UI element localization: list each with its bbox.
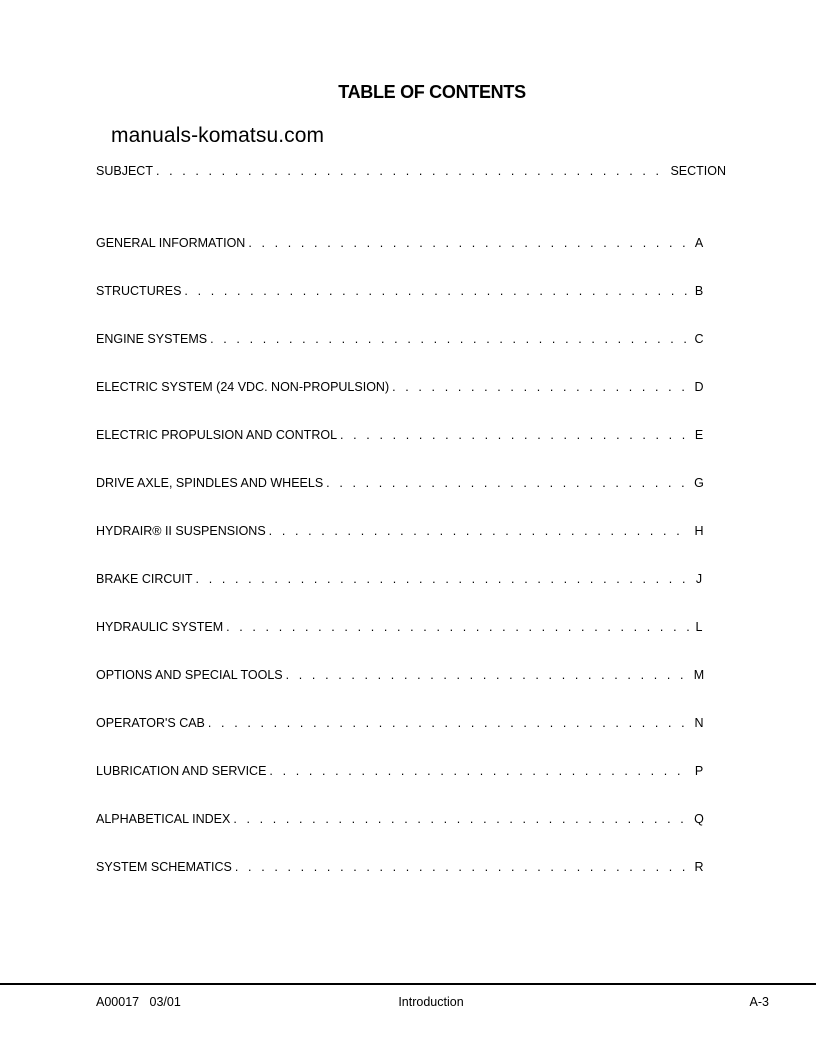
toc-entry[interactable] bbox=[96, 426, 706, 444]
toc-entry-label: HYDRAULIC SYSTEM bbox=[96, 620, 224, 634]
toc-entry-section: G bbox=[694, 476, 704, 490]
footer-page-number: A-3 bbox=[749, 995, 769, 1009]
footer-section-name: Introduction bbox=[398, 995, 464, 1009]
toc-entry-section: Q bbox=[694, 812, 704, 826]
toc-entry-section: D bbox=[694, 380, 704, 394]
toc-entry-section: J bbox=[695, 572, 703, 586]
toc-entry-section: E bbox=[694, 428, 704, 442]
dot-leader bbox=[269, 522, 690, 540]
toc-entry-section: B bbox=[694, 284, 704, 298]
toc-entry-label: ELECTRIC SYSTEM (24 VDC. NON-PROPULSION) bbox=[96, 380, 390, 394]
footer-divider bbox=[0, 983, 816, 985]
toc-entry-label: ELECTRIC PROPULSION AND CONTROL bbox=[96, 428, 338, 442]
toc-entry[interactable] bbox=[96, 858, 706, 876]
toc-entry-section: A bbox=[694, 236, 704, 250]
dot-leader bbox=[326, 474, 690, 492]
section-column-label: SECTION bbox=[670, 164, 726, 178]
toc-entry[interactable] bbox=[96, 474, 706, 492]
dot-leader bbox=[156, 162, 668, 180]
toc-entry[interactable] bbox=[96, 522, 706, 540]
toc-entry-section: L bbox=[695, 620, 703, 634]
toc-entry[interactable] bbox=[96, 282, 706, 300]
toc-entry[interactable] bbox=[96, 330, 706, 348]
toc-entry[interactable] bbox=[96, 234, 706, 252]
dot-leader bbox=[340, 426, 690, 444]
dot-leader bbox=[210, 330, 690, 348]
toc-entry-section: M bbox=[693, 668, 705, 682]
dot-leader bbox=[196, 570, 690, 588]
toc-entry[interactable] bbox=[96, 762, 706, 780]
toc-entry-label: ENGINE SYSTEMS bbox=[96, 332, 208, 346]
toc-entry[interactable] bbox=[96, 618, 706, 636]
dot-leader bbox=[392, 378, 690, 396]
toc-entry-label: SYSTEM SCHEMATICS bbox=[96, 860, 232, 874]
toc-entry-label: ALPHABETICAL INDEX bbox=[96, 812, 231, 826]
toc-entry-section: R bbox=[694, 860, 704, 874]
toc-entry[interactable] bbox=[96, 570, 706, 588]
subject-column-label: SUBJECT bbox=[96, 164, 153, 178]
dot-leader bbox=[208, 714, 690, 732]
dot-leader bbox=[235, 858, 690, 876]
toc-entry-section: C bbox=[694, 332, 704, 346]
page-title: TABLE OF CONTENTS bbox=[338, 82, 526, 102]
toc-entry-label: LUBRICATION AND SERVICE bbox=[96, 764, 267, 778]
dot-leader bbox=[248, 234, 690, 252]
dot-leader bbox=[286, 666, 690, 684]
toc-entry[interactable] bbox=[96, 666, 706, 684]
toc-entry-label: DRIVE AXLE, SPINDLES AND WHEELS bbox=[96, 476, 324, 490]
toc-entry-section: P bbox=[694, 764, 704, 778]
toc-header-row bbox=[96, 162, 726, 180]
dot-leader bbox=[226, 618, 690, 636]
toc-entry-section: N bbox=[694, 716, 704, 730]
toc-entry[interactable] bbox=[96, 810, 706, 828]
dot-leader bbox=[184, 282, 690, 300]
dot-leader bbox=[233, 810, 690, 828]
watermark-text: manuals-komatsu.com bbox=[111, 124, 325, 147]
toc-entry[interactable] bbox=[96, 714, 706, 732]
toc-entry-label: HYDRAIR® II SUSPENSIONS bbox=[96, 524, 266, 538]
toc-entry-label: OPERATOR'S CAB bbox=[96, 716, 205, 730]
toc-entry-label: GENERAL INFORMATION bbox=[96, 236, 246, 250]
toc-entry-section: H bbox=[694, 524, 704, 538]
toc-entry-label: OPTIONS AND SPECIAL TOOLS bbox=[96, 668, 283, 682]
footer-document-code: A00017 03/01 bbox=[96, 995, 181, 1009]
toc-entry[interactable] bbox=[96, 378, 706, 396]
toc-entry-label: BRAKE CIRCUIT bbox=[96, 572, 193, 586]
dot-leader bbox=[269, 762, 690, 780]
toc-entry-label: STRUCTURES bbox=[96, 284, 182, 298]
